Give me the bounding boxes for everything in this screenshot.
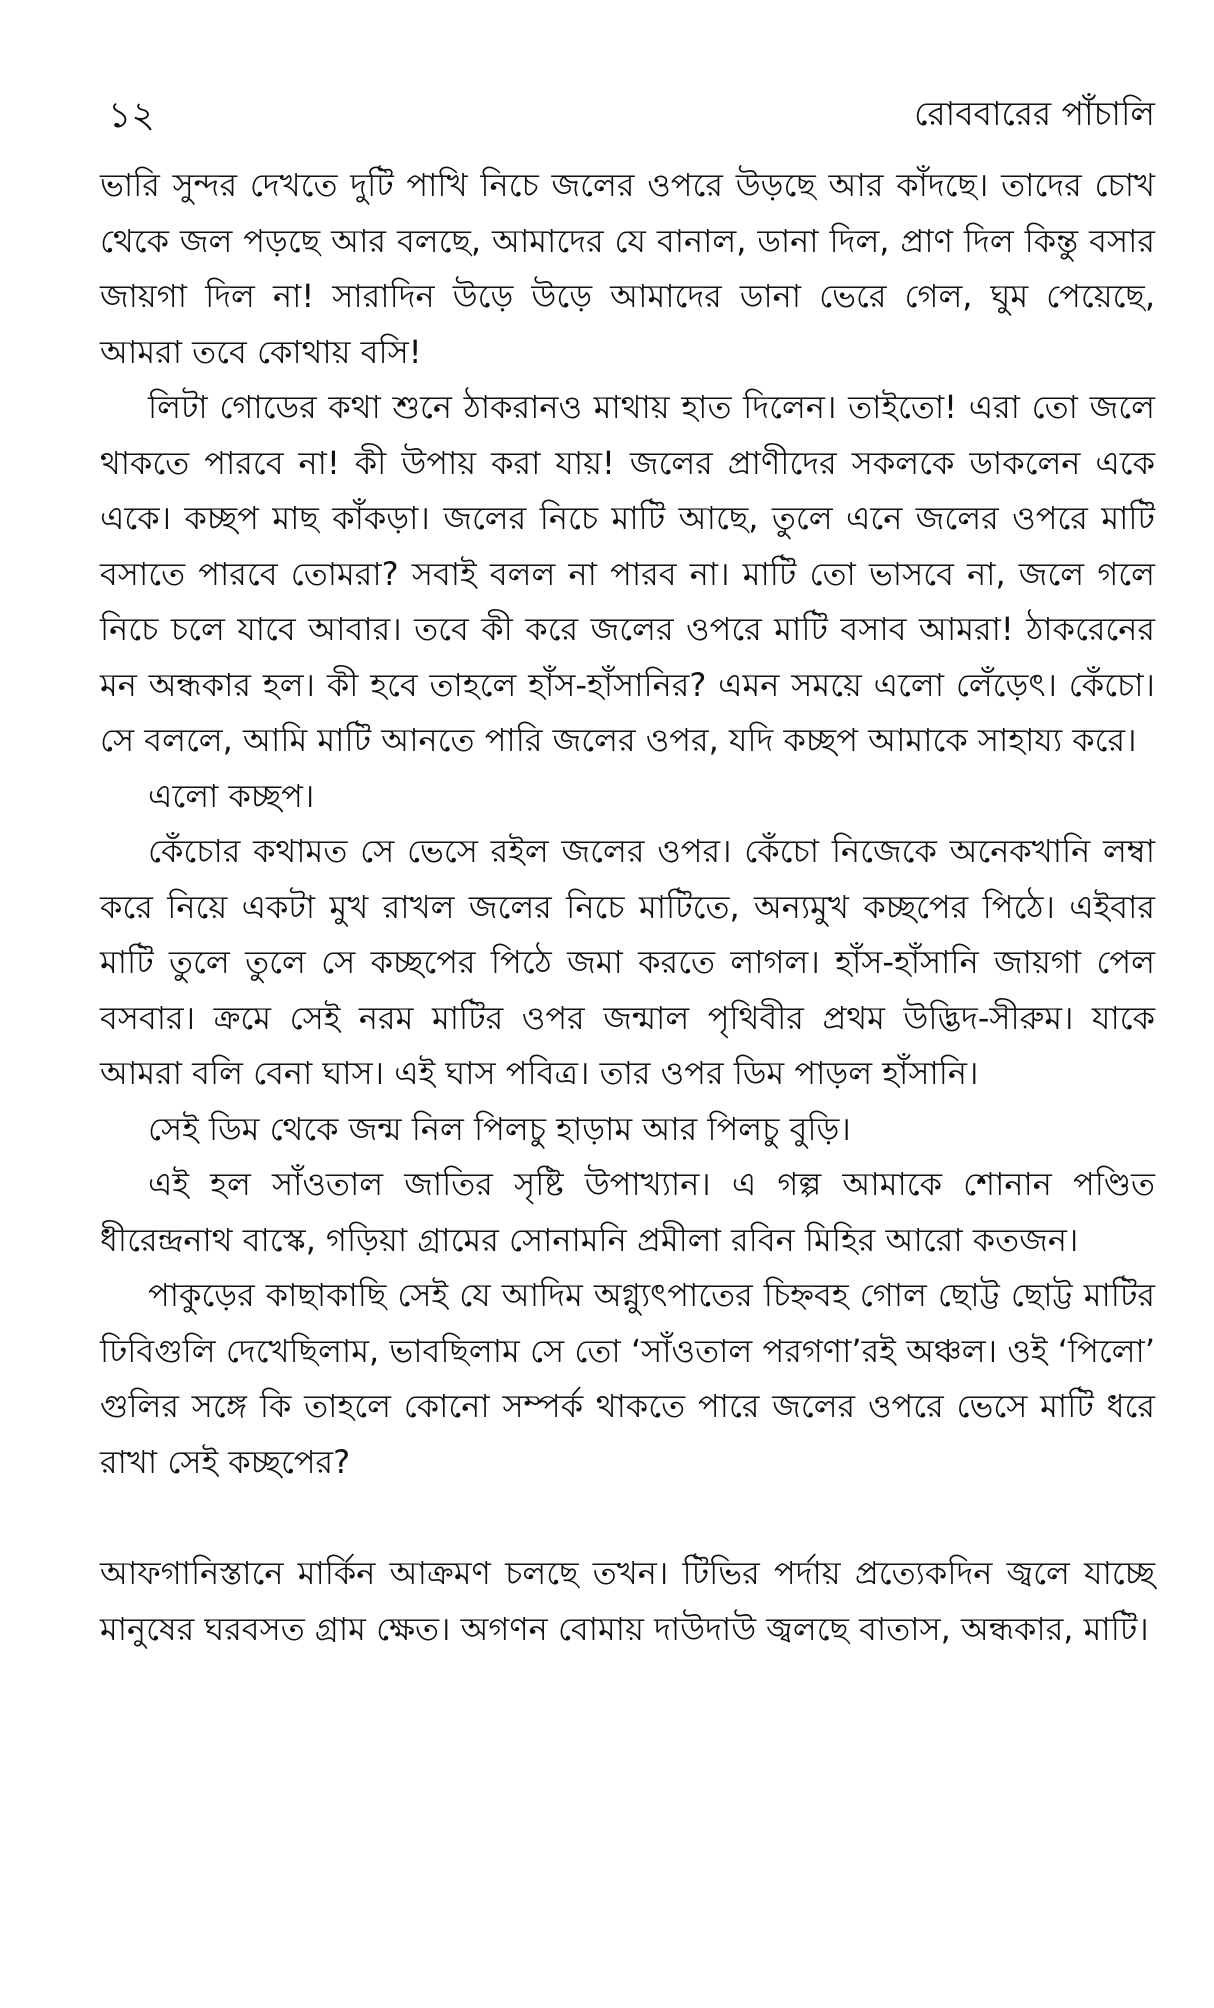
- paragraph: পাকুড়ের কাছাকাছি সেই যে আদিম অগ্ন্যুৎপাতের চিহ্নবহ গোল ছোট্ট ছোট্ট মাটির ঢিবিগুলি দেখেছিলাম, ভাবছিলাম সে তো ‘সাঁওতাল পরগণা’রই অঞ্চল। ওই ‘পিলো’ গুলির সঙ্গে কি তাহলে কোনো সম্পর্ক থাকতে পারে জলের ওপরে ভেসে মাটি ধরে রাখা সেই কচ্ছপের?: [100, 1276, 1155, 1481]
- paragraph: লিটা গোডের কথা শুনে ঠাকরানও মাথায় হাত দিলেন। তাইতো! এরা তো জলে থাকতে পারবে না! কী উপায় করা যায়! জলের প্রাণীদের সকলকে ডাকলেন একে একে। কচ্ছপ মাছ কাঁকড়া। জলের নিচে মাটি আছে, তুলে এনে জলের ওপরে মাটি বসাতে পারবে তোমরা? সবাই বলল না পারব না। মাটি তো ভাসবে না, জলে গলে নিচে চলে যাবে আবার। তবে কী করে জলের ওপরে মাটি বসাব আমরা! ঠাকরেনের মন অন্ধকার হল। কী হবে তাহলে হাঁস-হাঁসানির? এমন সময়ে এলো লেঁড়েৎ। কেঁচো। সে বললে, আমি মাটি আনতে পারি জলের ওপর, যদি কচ্ছপ আমাকে সাহায্য করে।: [100, 388, 1155, 759]
- paragraph: সেই ডিম থেকে জন্ম নিল পিলচু হাড়াম আর পিলচু বুড়ি।: [148, 1109, 851, 1148]
- running-title: রোববারের পাঁচালি: [914, 94, 1155, 133]
- paragraph: এই হল সাঁওতাল জাতির সৃষ্টি উপাখ্যান। এ গল্প আমাকে শোনান পণ্ডিত ধীরেন্দ্রনাথ বাস্কে, গড়িয়া গ্রামের সোনামনি প্রমীলা রবিন মিহির আরো কতজন।: [100, 1165, 1155, 1259]
- paragraph: কেঁচোর কথামত সে ভেসে রইল জলের ওপর। কেঁচো নিজেকে অনেকখানি লম্বা করে নিয়ে একটা মুখ রাখল জলের নিচে মাটিতে, অন্যমুখ কচ্ছপের পিঠে। এইবার মাটি তুলে তুলে সে কচ্ছপের পিঠে জমা করতে লাগল। হাঁস-হাঁসানি জায়গা পেল বসবার। ক্রমে সেই নরম মাটির ওপর জন্মাল পৃথিবীর প্রথম উদ্ভিদ-সীরুম। যাকে আমরা বলি বেনা ঘাস। এই ঘাস পবিত্র। তার ওপর ডিম পাড়ল হাঁসানি।: [100, 832, 1155, 1092]
- paragraph: এলো কচ্ছপ।: [148, 776, 315, 815]
- paragraph: ভারি সুন্দর দেখতে দুটি পাখি নিচে জলের ওপরে উড়ছে আর কাঁদছে। তাদের চোখ থেকে জল পড়ছে আর বলছে, আমাদের যে বানাল, ডানা দিল, প্রাণ দিল কিন্তু বসার জায়গা দিল না! সারাদিন উড়ে উড়ে আমাদের ডানা ভেরে গেল, ঘুম পেয়েছে, আমরা তবে কোথায় বসি!: [100, 166, 1155, 371]
- page-number: ১২: [108, 95, 155, 136]
- body-text: [100, 158, 1155, 1657]
- page-header: [100, 88, 1155, 148]
- paragraph: আফগানিস্তানে মার্কিন আক্রমণ চলছে তখন। টিভির পর্দায় প্রত্যেকদিন জ্বলে যাচ্ছে মানুষের ঘরবসত গ্রাম ক্ষেত। অগণন বোমায় দাউদাউ জ্বলছে বাতাস, অন্ধকার, মাটি।: [100, 1554, 1155, 1648]
- section-break: [100, 1490, 1155, 1546]
